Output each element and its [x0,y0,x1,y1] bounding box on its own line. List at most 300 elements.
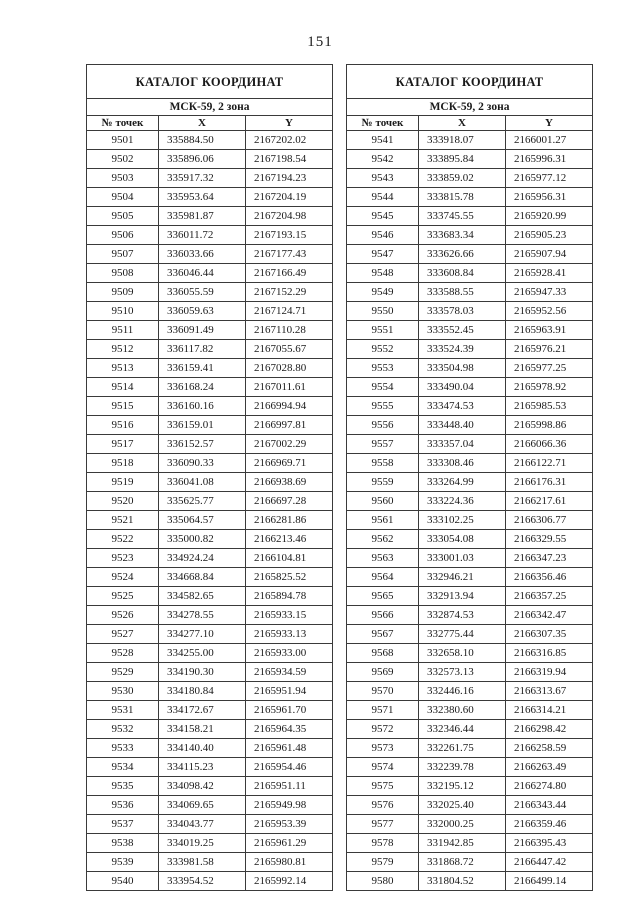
table-row [87,796,333,815]
x-coordinate-cell: 334582.65 [159,587,246,606]
point-number-cell: 9503 [87,169,159,188]
point-number-cell: 9571 [347,701,419,720]
y-coordinate-cell: 2166347.23 [506,549,593,568]
y-coordinate-cell: 2165980.81 [246,853,333,872]
y-coordinate-cell: 2165961.48 [246,739,333,758]
table-row [347,853,593,872]
x-coordinate-cell: 333264.99 [419,473,506,492]
point-number-cell: 9562 [347,530,419,549]
y-coordinate-cell: 2165996.31 [506,150,593,169]
y-coordinate-cell: 2165928.41 [506,264,593,283]
table-row [347,321,593,340]
y-coordinate-cell: 2165949.98 [246,796,333,815]
x-coordinate-cell: 333308.46 [419,454,506,473]
x-coordinate-cell: 333626.66 [419,245,506,264]
x-coordinate-cell: 335884.50 [159,131,246,150]
table-row [347,720,593,739]
table-row [347,473,593,492]
point-number-cell: 9544 [347,188,419,207]
point-number-cell: 9563 [347,549,419,568]
y-coordinate-cell: 2165954.46 [246,758,333,777]
point-number-cell: 9555 [347,397,419,416]
table-row [347,796,593,815]
table-row [87,435,333,454]
point-number-cell: 9520 [87,492,159,511]
table-row [87,150,333,169]
point-number-cell: 9573 [347,739,419,758]
y-coordinate-cell: 2165825.52 [246,568,333,587]
table-row [347,188,593,207]
coordinate-system-label: МСК-59, 2 зона [347,99,593,116]
y-coordinate-cell: 2166316.85 [506,644,593,663]
y-coordinate-cell: 2167202.02 [246,131,333,150]
point-number-cell: 9534 [87,758,159,777]
x-coordinate-cell: 334158.21 [159,720,246,739]
y-coordinate-cell: 2166938.69 [246,473,333,492]
table-row [87,226,333,245]
x-coordinate-cell: 333981.58 [159,853,246,872]
x-coordinate-cell: 334924.24 [159,549,246,568]
table-row [347,435,593,454]
x-coordinate-cell: 333524.39 [419,340,506,359]
table-row [87,663,333,682]
table-row [87,853,333,872]
x-coordinate-cell: 332195.12 [419,777,506,796]
table-row [87,321,333,340]
point-number-cell: 9537 [87,815,159,834]
x-coordinate-cell: 333918.07 [419,131,506,150]
x-coordinate-cell: 334019.25 [159,834,246,853]
point-number-cell: 9542 [347,150,419,169]
x-coordinate-cell: 333588.55 [419,283,506,302]
x-coordinate-cell: 333608.84 [419,264,506,283]
x-coordinate-cell: 335625.77 [159,492,246,511]
y-coordinate-cell: 2165933.13 [246,625,333,644]
table-row [87,302,333,321]
x-coordinate-cell: 335981.87 [159,207,246,226]
y-coordinate-cell: 2165961.29 [246,834,333,853]
table-row [347,530,593,549]
x-coordinate-cell: 336159.41 [159,359,246,378]
x-coordinate-cell: 331868.72 [419,853,506,872]
y-coordinate-cell: 2166122.71 [506,454,593,473]
table-row [87,815,333,834]
x-coordinate-cell: 336168.24 [159,378,246,397]
y-coordinate-cell: 2167002.29 [246,435,333,454]
x-coordinate-cell: 333001.03 [419,549,506,568]
point-number-cell: 9524 [87,568,159,587]
table-row [347,739,593,758]
catalog-body [347,131,593,891]
table-row [87,359,333,378]
y-coordinate-cell: 2166499.14 [506,872,593,891]
catalog-title: КАТАЛОГ КООРДИНАТ [87,65,333,99]
point-number-cell: 9535 [87,777,159,796]
x-coordinate-cell: 334069.65 [159,796,246,815]
x-coordinate-cell: 335064.57 [159,511,246,530]
x-coordinate-cell: 334140.40 [159,739,246,758]
x-coordinate-cell: 333474.53 [419,397,506,416]
y-coordinate-cell: 2166359.46 [506,815,593,834]
y-coordinate-cell: 2166306.77 [506,511,593,530]
x-coordinate-cell: 332025.40 [419,796,506,815]
x-coordinate-cell: 333683.34 [419,226,506,245]
y-coordinate-cell: 2166298.42 [506,720,593,739]
point-number-cell: 9536 [87,796,159,815]
y-coordinate-cell: 2165894.78 [246,587,333,606]
table-row [87,739,333,758]
table-row [347,416,593,435]
table-row [87,682,333,701]
x-coordinate-cell: 332658.10 [419,644,506,663]
x-coordinate-cell: 334098.42 [159,777,246,796]
column-header-x: X [159,116,246,131]
x-coordinate-cell: 334180.84 [159,682,246,701]
x-coordinate-cell: 331804.52 [419,872,506,891]
y-coordinate-cell: 2165920.99 [506,207,593,226]
x-coordinate-cell: 332946.21 [419,568,506,587]
y-coordinate-cell: 2167177.43 [246,245,333,264]
x-coordinate-cell: 336090.33 [159,454,246,473]
table-row [347,207,593,226]
table-row [347,378,593,397]
table-row [87,720,333,739]
x-coordinate-cell: 334172.67 [159,701,246,720]
table-row [87,834,333,853]
x-coordinate-cell: 332346.44 [419,720,506,739]
y-coordinate-cell: 2167194.23 [246,169,333,188]
point-number-cell: 9574 [347,758,419,777]
point-number-cell: 9511 [87,321,159,340]
point-number-cell: 9525 [87,587,159,606]
point-number-cell: 9575 [347,777,419,796]
x-coordinate-cell: 336117.82 [159,340,246,359]
x-coordinate-cell: 333954.52 [159,872,246,891]
point-number-cell: 9519 [87,473,159,492]
point-number-cell: 9526 [87,606,159,625]
table-row [87,511,333,530]
table-row [87,340,333,359]
y-coordinate-cell: 2166357.25 [506,587,593,606]
coordinate-catalog-right [346,64,593,891]
x-coordinate-cell: 333224.36 [419,492,506,511]
table-row [87,530,333,549]
y-coordinate-cell: 2167028.80 [246,359,333,378]
y-coordinate-cell: 2165977.12 [506,169,593,188]
table-row [87,207,333,226]
y-coordinate-cell: 2166263.49 [506,758,593,777]
page-number: 151 [307,34,333,50]
x-coordinate-cell: 333859.02 [419,169,506,188]
point-number-cell: 9567 [347,625,419,644]
point-number-cell: 9553 [347,359,419,378]
x-coordinate-cell: 336159.01 [159,416,246,435]
point-number-cell: 9516 [87,416,159,435]
table-row [347,150,593,169]
table-row [87,473,333,492]
y-coordinate-cell: 2167055.67 [246,340,333,359]
point-number-cell: 9501 [87,131,159,150]
y-coordinate-cell: 2165992.14 [246,872,333,891]
x-coordinate-cell: 332261.75 [419,739,506,758]
y-coordinate-cell: 2166066.36 [506,435,593,454]
point-number-cell: 9539 [87,853,159,872]
point-number-cell: 9559 [347,473,419,492]
point-number-cell: 9517 [87,435,159,454]
point-number-cell: 9508 [87,264,159,283]
table-row [87,188,333,207]
x-coordinate-cell: 336033.66 [159,245,246,264]
x-coordinate-cell: 332573.13 [419,663,506,682]
point-number-cell: 9545 [347,207,419,226]
point-number-cell: 9546 [347,226,419,245]
point-number-cell: 9557 [347,435,419,454]
point-number-cell: 9569 [347,663,419,682]
catalog-title: КАТАЛОГ КООРДИНАТ [347,65,593,99]
table-row [347,872,593,891]
x-coordinate-cell: 336041.08 [159,473,246,492]
table-row [347,492,593,511]
y-coordinate-cell: 2166217.61 [506,492,593,511]
y-coordinate-cell: 2166319.94 [506,663,593,682]
y-coordinate-cell: 2166997.81 [246,416,333,435]
x-coordinate-cell: 334668.84 [159,568,246,587]
point-number-cell: 9572 [347,720,419,739]
point-number-cell: 9560 [347,492,419,511]
point-number-cell: 9558 [347,454,419,473]
point-number-cell: 9502 [87,150,159,169]
table-row [87,454,333,473]
point-number-cell: 9538 [87,834,159,853]
point-number-cell: 9579 [347,853,419,872]
y-coordinate-cell: 2166213.46 [246,530,333,549]
point-number-cell: 9531 [87,701,159,720]
y-coordinate-cell: 2166395.43 [506,834,593,853]
table-row [347,758,593,777]
y-coordinate-cell: 2165905.23 [506,226,593,245]
table-row [347,644,593,663]
point-number-cell: 9522 [87,530,159,549]
x-coordinate-cell: 334115.23 [159,758,246,777]
table-row [87,378,333,397]
x-coordinate-cell: 332239.78 [419,758,506,777]
table-row [347,606,593,625]
table-row [87,587,333,606]
table-row [87,777,333,796]
y-coordinate-cell: 2167198.54 [246,150,333,169]
y-coordinate-cell: 2166342.47 [506,606,593,625]
point-number-cell: 9564 [347,568,419,587]
point-number-cell: 9521 [87,511,159,530]
y-coordinate-cell: 2165977.25 [506,359,593,378]
y-coordinate-cell: 2165933.00 [246,644,333,663]
point-number-cell: 9514 [87,378,159,397]
y-coordinate-cell: 2167204.98 [246,207,333,226]
point-number-cell: 9541 [347,131,419,150]
x-coordinate-cell: 333552.45 [419,321,506,340]
x-coordinate-cell: 336152.57 [159,435,246,454]
y-coordinate-cell: 2166176.31 [506,473,593,492]
y-coordinate-cell: 2166314.21 [506,701,593,720]
y-coordinate-cell: 2167011.61 [246,378,333,397]
point-number-cell: 9577 [347,815,419,834]
x-coordinate-cell: 335000.82 [159,530,246,549]
point-number-cell: 9512 [87,340,159,359]
x-coordinate-cell: 333102.25 [419,511,506,530]
point-number-cell: 9533 [87,739,159,758]
x-coordinate-cell: 336091.49 [159,321,246,340]
y-coordinate-cell: 2165947.33 [506,283,593,302]
x-coordinate-cell: 336160.16 [159,397,246,416]
x-coordinate-cell: 335953.64 [159,188,246,207]
x-coordinate-cell: 333745.55 [419,207,506,226]
point-number-cell: 9518 [87,454,159,473]
table-row [87,625,333,644]
table-row [87,644,333,663]
table-row [347,568,593,587]
y-coordinate-cell: 2166994.94 [246,397,333,416]
table-row [87,416,333,435]
x-coordinate-cell: 333357.04 [419,435,506,454]
x-coordinate-cell: 334277.10 [159,625,246,644]
point-number-cell: 9510 [87,302,159,321]
y-coordinate-cell: 2166969.71 [246,454,333,473]
y-coordinate-cell: 2165951.11 [246,777,333,796]
point-number-cell: 9550 [347,302,419,321]
coordinate-system-label: МСК-59, 2 зона [87,99,333,116]
point-number-cell: 9509 [87,283,159,302]
y-coordinate-cell: 2165956.31 [506,188,593,207]
column-header-x: X [419,116,506,131]
table-row [347,815,593,834]
table-row [347,169,593,188]
point-number-cell: 9576 [347,796,419,815]
point-number-cell: 9570 [347,682,419,701]
table-row [87,701,333,720]
table-row [87,245,333,264]
table-row [87,549,333,568]
y-coordinate-cell: 2166104.81 [246,549,333,568]
y-coordinate-cell: 2165952.56 [506,302,593,321]
y-coordinate-cell: 2166307.35 [506,625,593,644]
point-number-cell: 9540 [87,872,159,891]
point-number-cell: 9549 [347,283,419,302]
x-coordinate-cell: 331942.85 [419,834,506,853]
table-row [87,131,333,150]
x-coordinate-cell: 332775.44 [419,625,506,644]
x-coordinate-cell: 336055.59 [159,283,246,302]
table-row [87,283,333,302]
table-row [347,245,593,264]
point-number-cell: 9506 [87,226,159,245]
column-header-point-number: № точек [87,116,159,131]
table-row [347,131,593,150]
point-number-cell: 9528 [87,644,159,663]
x-coordinate-cell: 334255.00 [159,644,246,663]
point-number-cell: 9551 [347,321,419,340]
x-coordinate-cell: 336046.44 [159,264,246,283]
table-row [87,568,333,587]
point-number-cell: 9529 [87,663,159,682]
point-number-cell: 9565 [347,587,419,606]
table-row [347,511,593,530]
table-row [87,169,333,188]
table-row [87,606,333,625]
y-coordinate-cell: 2165907.94 [506,245,593,264]
point-number-cell: 9513 [87,359,159,378]
y-coordinate-cell: 2167152.29 [246,283,333,302]
table-row [347,587,593,606]
point-number-cell: 9543 [347,169,419,188]
x-coordinate-cell: 333448.40 [419,416,506,435]
x-coordinate-cell: 333895.84 [419,150,506,169]
table-row [347,663,593,682]
point-number-cell: 9523 [87,549,159,568]
point-number-cell: 9507 [87,245,159,264]
y-coordinate-cell: 2165961.70 [246,701,333,720]
y-coordinate-cell: 2166274.80 [506,777,593,796]
table-row [347,302,593,321]
point-number-cell: 9561 [347,511,419,530]
y-coordinate-cell: 2166697.28 [246,492,333,511]
point-number-cell: 9568 [347,644,419,663]
y-coordinate-cell: 2166313.67 [506,682,593,701]
x-coordinate-cell: 332913.94 [419,587,506,606]
point-number-cell: 9530 [87,682,159,701]
column-header-y: Y [506,116,593,131]
y-coordinate-cell: 2167193.15 [246,226,333,245]
y-coordinate-cell: 2165933.15 [246,606,333,625]
y-coordinate-cell: 2167166.49 [246,264,333,283]
point-number-cell: 9578 [347,834,419,853]
table-row [347,549,593,568]
point-number-cell: 9552 [347,340,419,359]
table-row [347,701,593,720]
y-coordinate-cell: 2165985.53 [506,397,593,416]
y-coordinate-cell: 2166258.59 [506,739,593,758]
y-coordinate-cell: 2167124.71 [246,302,333,321]
x-coordinate-cell: 332380.60 [419,701,506,720]
y-coordinate-cell: 2167204.19 [246,188,333,207]
y-coordinate-cell: 2165976.21 [506,340,593,359]
table-row [87,872,333,891]
table-row [87,492,333,511]
point-number-cell: 9548 [347,264,419,283]
point-number-cell: 9554 [347,378,419,397]
coordinate-catalog-left [86,64,333,891]
catalog-body [87,131,333,891]
y-coordinate-cell: 2166447.42 [506,853,593,872]
y-coordinate-cell: 2165964.35 [246,720,333,739]
point-number-cell: 9556 [347,416,419,435]
x-coordinate-cell: 335917.32 [159,169,246,188]
table-row [347,625,593,644]
y-coordinate-cell: 2166329.55 [506,530,593,549]
point-number-cell: 9505 [87,207,159,226]
x-coordinate-cell: 332000.25 [419,815,506,834]
table-row [347,283,593,302]
table-row [347,359,593,378]
table-row [347,226,593,245]
table-row [347,834,593,853]
y-coordinate-cell: 2166343.44 [506,796,593,815]
x-coordinate-cell: 334043.77 [159,815,246,834]
x-coordinate-cell: 332874.53 [419,606,506,625]
point-number-cell: 9515 [87,397,159,416]
table-row [347,340,593,359]
y-coordinate-cell: 2166281.86 [246,511,333,530]
y-coordinate-cell: 2165978.92 [506,378,593,397]
